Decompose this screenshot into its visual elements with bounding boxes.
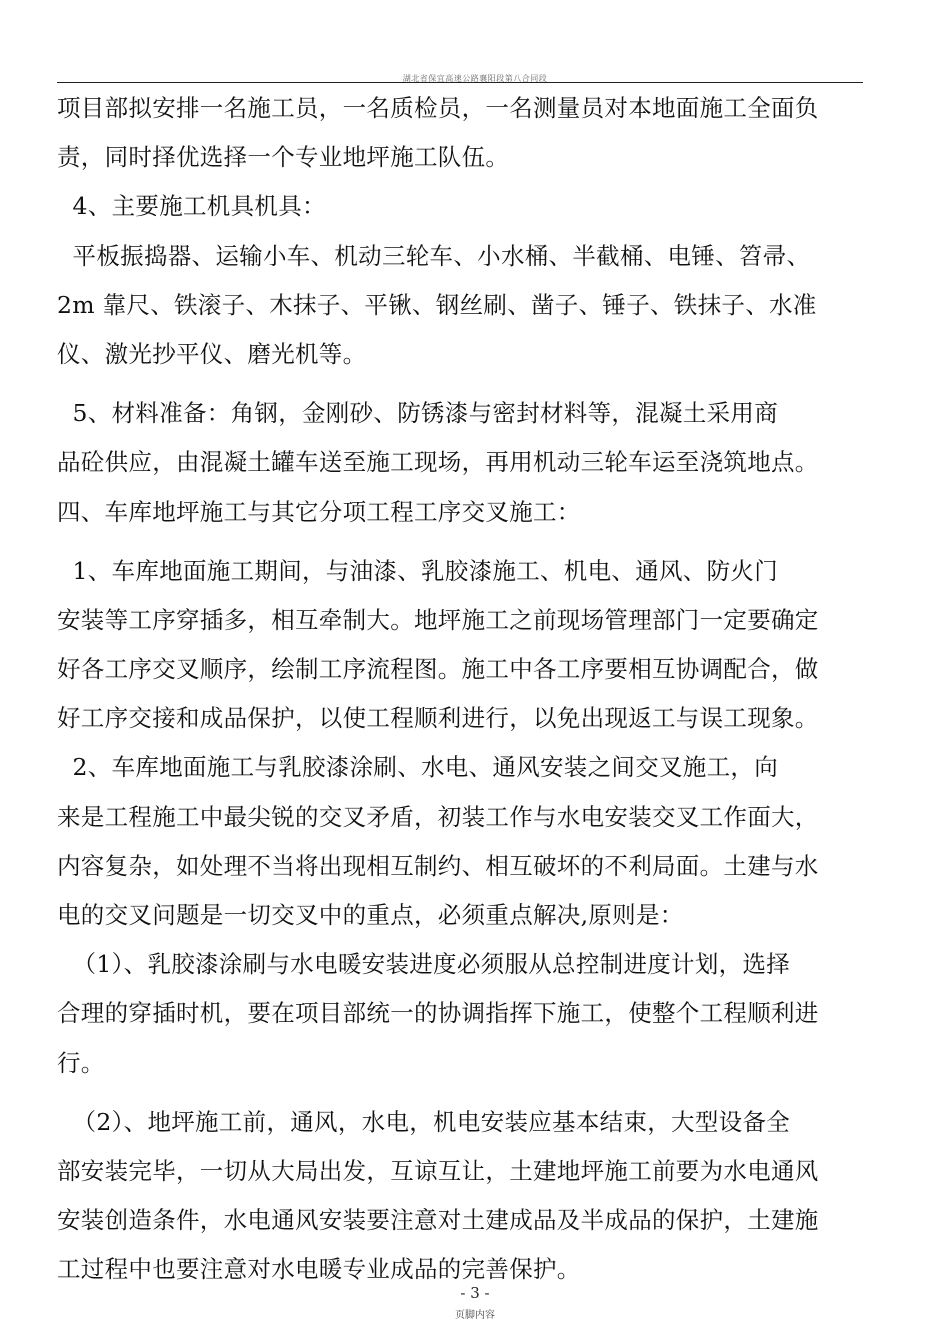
text-line: 部安装完毕，一切从大局出发，互谅互让，土建地坪施工前要为水电通风	[57, 1156, 819, 1185]
text-line: 品砼供应，由混凝土罐车送至施工现场，再用机动三轮车运至浇筑地点。	[57, 448, 819, 477]
page-header: 湖北省保宜高速公路襄阳段第八合同段	[402, 74, 548, 83]
text-line: 1、车库地面施工期间，与油漆、乳胶漆施工、机电、通风、防火门	[57, 556, 778, 585]
text-line: 合理的穿插时机，要在项目部统一的协调指挥下施工，使整个工程顺利进	[57, 999, 819, 1028]
text-line: 仪、激光抄平仪、磨光机等。	[57, 339, 367, 368]
text-line: 责，同时择优选择一个专业地坪施工队伍。	[57, 143, 510, 172]
text-line: 电的交叉问题是一切交叉中的重点，必须重点解决,原则是：	[57, 901, 684, 929]
header-rule	[57, 82, 863, 83]
document-body	[57, 84, 877, 1295]
text-line: 2、车库地面施工与乳胶漆涂刷、水电、通风安装之间交叉施工，向	[57, 753, 778, 782]
text-line: 行。	[57, 1048, 105, 1077]
paragraph-gap	[57, 379, 877, 389]
text-line: 4、主要施工机具机具：	[57, 192, 326, 221]
text-line: 内容复杂，如处理不当将出现相互制约、相互破坏的不利局面。土建与水	[57, 851, 819, 880]
text-line: 安装等工序穿插多，相互牵制大。地坪施工之前现场管理部门一定要确定	[57, 605, 819, 634]
text-line: 好工序交接和成品保护，以使工程顺利进行，以免出现返工与误工现象。	[57, 704, 819, 733]
text-line: （1）、乳胶漆涂刷与水电暖安装进度必须服从总控制进度计划，选择	[57, 950, 791, 979]
text-line: 5、材料准备：角钢，金刚砂、防锈漆与密封材料等，混凝土采用商	[57, 399, 778, 428]
text-line: 四、车库地坪施工与其它分项工程工序交叉施工：	[57, 497, 581, 526]
paragraph-gap	[57, 537, 877, 547]
text-line: 平板振捣器、运输小车、机动三轮车、小水桶、半截桶、电锤、笤帚、	[57, 241, 811, 270]
text-line: 2m 靠尺、铁滚子、木抹子、平锹、钢丝刷、凿子、锤子、铁抹子、水准	[57, 290, 817, 319]
text-line: 工过程中也要注意对水电暖专业成品的完善保护。	[57, 1255, 581, 1284]
text-line: 安装创造条件，水电通风安装要注意对土建成品及半成品的保护，土建施	[57, 1206, 819, 1235]
text-line: 好各工序交叉顺序，绘制工序流程图。施工中各工序要相互协调配合，做	[57, 655, 819, 684]
text-line: 项目部拟安排一名施工员，一名质检员，一名测量员对本地面施工全面负	[57, 94, 819, 122]
paragraph-gap	[57, 1088, 877, 1098]
text-line: 来是工程施工中最尖锐的交叉矛盾，初装工作与水电安装交叉工作面大，	[57, 802, 819, 831]
page-footer: 页脚内容	[455, 1310, 495, 1321]
page-number: - 3 -	[460, 1284, 490, 1302]
text-line: （2）、地坪施工前，通风，水电，机电安装应基本结束，大型设备全	[57, 1107, 791, 1136]
